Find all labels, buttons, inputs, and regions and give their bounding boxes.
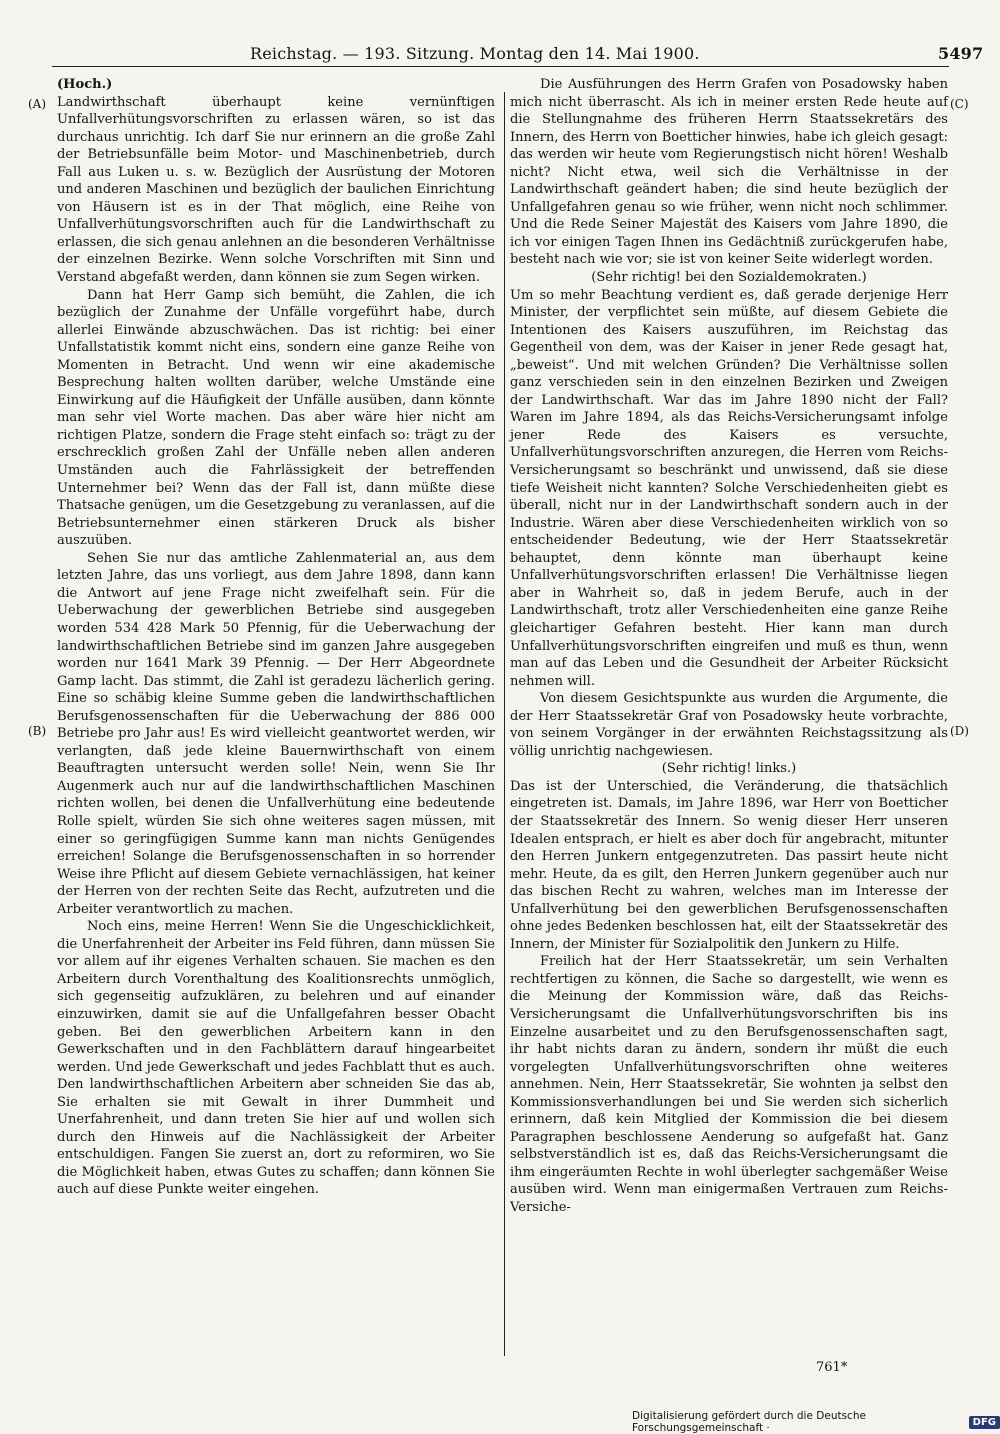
right-paragraph-2: Um so mehr Beachtung verdient es, daß gerade derjenige Herr Minister, der verpflichtet sein müßte, auf diesem Gebiete die Intentionen des Kaisers auszuführen, im Reichstag das Gegentheil von dem, was der Kaiser in jener Rede gesagt hat, „beweist“. Und mit welchen Gründen? Die Verhältnisse sollen ganz verschieden sein in den einzelnen Bezirken und Zweigen der Landwirthschaft. War das im Jahre 1890 nicht der Fall? Waren im Jahre 1894, als das Reichs-Versicherungsamt infolge jener Rede des Kaisers es versuchte, Unfallverhütungsvorschriften anzuregen, die Herren vom Reichs-Versicherungsamt so beschränkt und unwissend, daß sie diese tiefe Weisheit nicht kannten? Solche Verschiedenheiten giebt es überall, nicht nur in der Landwirthschaft sondern auch in der Industrie. Wären aber diese Verschiedenheiten wirklich von so entscheidender Bedeutung, wie der Herr Staatssekretär behauptet, denn könnte man überhaupt keine Unfallverhütungsvorschriften erlassen! Die Verhältnisse liegen aber in Wahrheit so, daß in jedem Berufe, auch in der Landwirthschaft, trotz aller Verschiedenheiten eine ganze Reihe gleichartiger Gefahren besteht. Hier kann man durch Unfallverhütungsvorschriften eingreifen und muß es thun, wenn man auf das Leben und die Gesundheit der Arbeiter Rücksicht nehmen will. [510, 287, 948, 689]
interjection-1: (Sehr richtig! bei den Sozialdemokraten.) [591, 270, 867, 286]
running-title: Reichstag. — 193. Sitzung. Montag den 14. Mai 1900. [250, 44, 700, 63]
footer-text: Digitalisierung gefördert durch die Deutsche Forschungsgemeinschaft · [632, 1410, 866, 1434]
left-paragraph-2: Dann hat Herr Gamp sich bemüht, die Zahlen, die ich bezüglich der Zunahme der Unfälle vorgeführt habe, durch allerlei Einwände abzuschwächen. Das ist richtig: bei einer Unfallstatistik kommt nicht eins, sondern eine ganze Reihe von Momenten in Betracht. Und wenn wir eine akademische Besprechung halten wollten darüber, welche Umstände eine Einwirkung auf die Häufigkeit der Unfälle ausüben, dann könnte man sehr viel Worte machen. Das aber wäre hier nicht am richtigen Platze, sondern die Frage steht einfach so: trägt zu der erschrecklich großen Zahl der Unfälle neben allen anderen Umständen auch die Fahrlässigkeit der betreffenden Unternehmer bei? Wenn das der Fall ist, dann müßte diese Thatsache genügen, um die Gesetzgebung zu veranlassen, auf die Betriebsunternehmer einen stärkeren Druck als bisher auszuüben. [57, 287, 495, 549]
signature-mark: 761* [816, 1360, 848, 1375]
digitization-footer [632, 1410, 1000, 1434]
left-paragraph-1: Landwirthschaft überhaupt keine vernünftigen Unfallverhütungsvorschriften zu erlassen wären, so ist das durchaus unrichtig. Ich darf Sie nur erinnern an die große Zahl der Betriebsunfälle beim Motor- und Maschinenbetrieb, durch Fall aus Luken u. s. w. Bezüglich der Ausrüstung der Motoren und anderen Maschinen und bezüglich der baulichen Einrichtung von Häusern ist es in der That möglich, eine Reihe von Unfallverhütungsvorschriften auch für die Landwirthschaft zu erlassen, die sich genau anlehnen an die besonderen Verhältnisse der einzelnen Bezirke. Wenn solche Vorschriften mit Sinn und Verstand abgefaßt werden, dann können sie zum Segen wirken. [57, 94, 495, 286]
left-column [57, 76, 495, 1199]
interjection-2: (Sehr richtig! links.) [661, 761, 797, 777]
left-paragraph-4: Noch eins, meine Herren! Wenn Sie die Ungeschicklichkeit, die Unerfahrenheit der Arbeiter ins Feld führen, dann müssen Sie vor allem auf ihr eigenes Verhalten schauen. Sie machen es den Arbeitern durch Vorenthaltung des Koalitionsrechts unmöglich, sich gegenseitig aufzuklären, zu belehren und auf einander einzuwirken, damit sie auf die Unfallgefahren besser Obacht geben. Bei den gewerblichen Arbeitern kann in den Gewerkschaften und in den Fachblättern darauf hingearbeitet werden. Und jede Gewerkschaft und jedes Fachblatt thut es auch. Den landwirthschaftlichen Arbeitern aber schneiden Sie das ab, Sie erhalten sie mit Gewalt in ihrer Dummheit und Unerfahrenheit, und dann treten Sie hier auf und wollen sich durch den Hinweis auf die Nachlässigkeit der Arbeiter entschuldigen. Fangen Sie zuerst an, dort zu reformiren, wo Sie die Möglichkeit haben, etwas Gutes zu schaffen; dann können Sie auch auf diese Punkte weiter eingehen. [57, 919, 495, 1198]
margin-mark-c: (C) [950, 97, 969, 111]
right-paragraph-3: Von diesem Gesichtspunkte aus wurden die Argumente, die der Herr Staatssekretär Graf von Posadowsky heute vorbrachte, von seinem Vorgänger in der erwähnten Reichstagssitzung als völlig unrichtig nachgewiesen. [510, 691, 948, 759]
margin-mark-d: (D) [950, 724, 969, 738]
right-paragraph-1: Die Ausführungen des Herrn Grafen von Posadowsky haben mich nicht überrascht. Als ich in meiner ersten Rede heute auf die Stellungnahme des früheren Herrn Staatssekretärs des Innern, des Herrn von Boetticher hinwies, habe ich gleich gesagt: das werden wir heute vom Regierungstisch nicht hören! Weshalb nicht? Nicht etwa, weil sich die Verhältnisse in der Landwirthschaft geändert haben; die sind heute bezüglich der Unfallgefahren genau so wie früher, wenn nicht noch schlimmer. Und die Rede Seiner Majestät des Kaisers vom Jahre 1890, die ich vor einigen Tagen Ihnen ins Gedächtniß zurückgerufen habe, besteht nach wie vor; sie ist von keiner Seite widerlegt worden. [510, 77, 948, 268]
right-paragraph-5: Freilich hat der Herr Staatssekretär, um sein Verhalten rechtfertigen zu können, die Sache so dargestellt, wie wenn es die Meinung der Kommission wäre, daß das Reichs-Versicherungsamt die Unfallverhütungsvorschriften bis ins Einzelne ausarbeitet und zu den Berufsgenossenschaften sagt, ihr habt nichts daran zu ändern, sondern ihr müßt die euch vorgelegten Unfallverhütungsvorschriften ohne weiteres annehmen. Nein, Herr Staatssekretär, Sie wohnten ja selbst den Kommissionsverhandlungen bei und Sie werden sich sicherlich erinnern, daß kein Mitglied der Kommission die bei diesem Paragraphen beschlossene Aenderung so aufgefaßt hat. Ganz selbstverständlich ist es, daß das Reichs-Versicherungsamt die ihm eingeräumten Rechte in wohl überlegter sachgemäßer Weise ausüben wird. Wenn man einigermaßen Vertrauen zum Reichs-Versiche- [510, 954, 948, 1215]
header-rule [52, 66, 949, 67]
right-paragraph-4: Das ist der Unterschied, die Veränderung, die thatsächlich eingetreten ist. Damals, im Jahre 1896, war Herr von Boetticher der Staatssekretär des Innern. So wenig dieser Herr unseren Idealen entsprach, er hielt es aber doch für angebracht, mitunter den Herren Junkern entgegenzutreten. Das passirt heute nicht mehr. Heute, da es gilt, den Herren Junkern gegenüber auch nur das bischen Recht zu wahren, welches man im Interesse der Unfallverhütung bei den gewerblichen Berufsgenossenschaften ohne jedes Bedenken beschlossen hat, eilt der Staatssekretär des Innern, der Minister für Sozialpolitik den Junkern zu Hilfe. [510, 778, 948, 952]
right-column [510, 76, 948, 1217]
speaker-label: (Hoch.) [57, 77, 113, 92]
dfg-logo: DFG [969, 1416, 1000, 1429]
margin-mark-b: (B) [28, 724, 47, 738]
page-number: 5497 [938, 44, 984, 63]
margin-mark-a: (A) [28, 97, 47, 111]
column-divider [504, 92, 505, 1356]
left-paragraph-3: Sehen Sie nur das amtliche Zahlenmaterial an, aus dem letzten Jahre, das uns vorliegt, aus dem Jahre 1898, dann kann die Antwort auf jene Frage nicht zweifelhaft sein. Für die Ueberwachung der gewerblichen Betriebe sind ausgegeben worden 534 428 Mark 50 Pfennig, für die Ueberwachung der landwirthschaftlichen Betriebe sind im ganzen Jahre ausgegeben worden nur 1641 Mark 39 Pfennig. — Der Herr Abgeordnete Gamp lacht. Das stimmt, die Zahl ist geradezu lächerlich gering. Eine so schäbig kleine Summe geben die landwirthschaftlichen Berufsgenossenschaften für die Ueberwachung der 886 000 Betriebe pro Jahr aus! Es wird vielleicht geantwortet werden, wir verlangten, daß jede kleine Bauernwirthschaft von einem Beauftragten untersucht werden solle! Nein, wenn Sie Ihr Augenmerk auch nur auf die landwirthschaftlichen Maschinen richten wollen, bei denen die Unfallverhütung eine bedeutende Rolle spielt, würden Sie sich ohne weiteres sagen müssen, mit einer so geringfügigen Summe kann man nichts Genügendes erreichen! Solange die Berufsgenossenschaften in so horrender Weise ihre Pflicht auf diesem Gebiete vernachlässigen, hat keiner der Herren von der rechten Seite das Recht, aufzutreten und die Arbeiter verantwortlich zu machen. [57, 550, 495, 917]
